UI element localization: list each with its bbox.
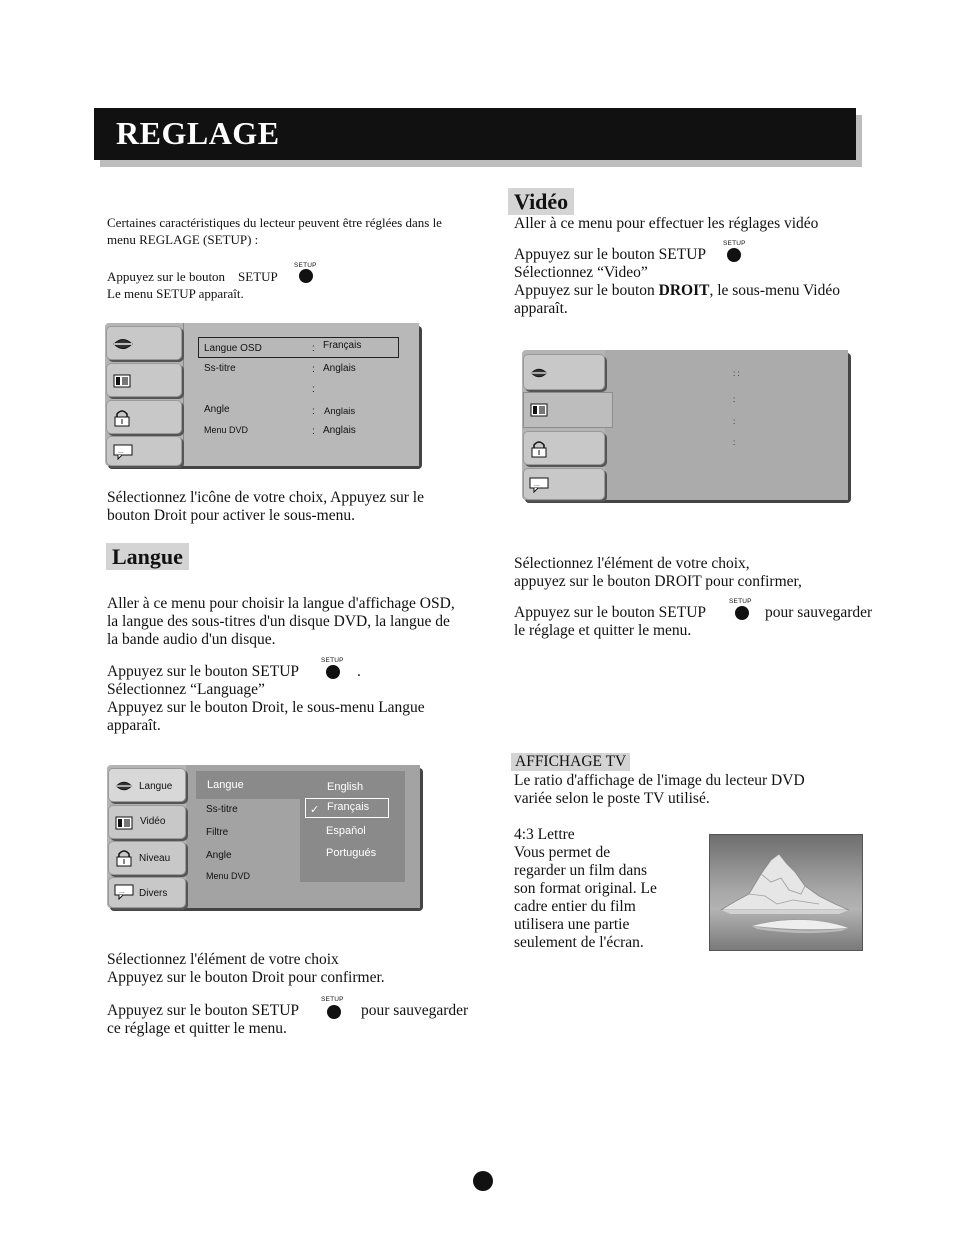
video-appears: apparaît. [514, 300, 568, 317]
speech-bubble-icon [529, 477, 549, 493]
page-title: REGLAGE [116, 115, 280, 151]
menu1-row-label[interactable]: Ss-titre [204, 363, 236, 374]
menu2-tab-rating[interactable] [108, 841, 186, 875]
menu2-option[interactable]: English [327, 781, 364, 793]
menu1-tab-video[interactable] [106, 363, 182, 397]
lock-icon [113, 409, 131, 427]
svg-text:...: ... [119, 888, 125, 895]
menu1-tab-misc[interactable] [106, 436, 182, 466]
video-after-line: Sélectionnez l'élément de votre choix, [514, 555, 750, 572]
lips-icon [113, 337, 133, 351]
menu2-tab-label: Divers [139, 888, 168, 899]
setup-button-icon [735, 606, 749, 620]
menu2-item[interactable]: Menu DVD [206, 871, 251, 881]
tv-lettre-line: utilisera une partie [514, 916, 630, 933]
menu2-item[interactable]: Angle [206, 850, 232, 861]
menu1-row-label[interactable]: Langue OSD [204, 343, 262, 354]
menu1-row-value: Anglais [323, 425, 356, 436]
langue-after-line: Appuyez sur le bouton SETUP [107, 1002, 300, 1019]
menu2-tab-video[interactable] [108, 805, 186, 839]
video-press-right-c: , le sous-menu Vidéo [709, 282, 840, 299]
menu2-item[interactable]: Langue [207, 779, 244, 791]
checkmark-icon: ✓ [310, 804, 320, 816]
lips-icon [529, 367, 549, 379]
tv-lettre-title: 4:3 Lettre [514, 826, 575, 843]
langue-press-setup: Appuyez sur le bouton SETUP [107, 663, 300, 680]
lock-icon [115, 849, 133, 867]
setup-button-icon [299, 269, 313, 283]
menu3-colon: : [733, 417, 736, 426]
menu3-colon: : [733, 438, 736, 447]
video-after-line: le réglage et quitter le menu. [514, 622, 692, 639]
menu1-row-label[interactable]: Menu DVD [204, 425, 249, 435]
page-number-dot [473, 1171, 493, 1191]
section-heading-tv: AFFICHAGE TV [511, 753, 630, 771]
menu1-row-colon: : [312, 343, 315, 354]
intro-line-2: menu REGLAGE (SETUP) : [107, 232, 259, 247]
langue-press-setup-period: . [357, 663, 361, 680]
video-select-video: Sélectionnez “Video” [514, 264, 648, 281]
menu3-tab-rating[interactable] [523, 431, 605, 465]
setup-button-label: SETUP [723, 240, 746, 247]
menu1-tab-language[interactable] [106, 326, 182, 360]
menu2-item[interactable]: Filtre [206, 827, 229, 838]
speech-bubble-icon [114, 884, 134, 900]
menu3-tab-language[interactable] [523, 354, 605, 390]
langue-after-line: Appuyez sur le bouton Droit pour confirmer. [107, 969, 385, 986]
setup-button-icon [326, 665, 340, 679]
langue-after-line: Sélectionnez l'élément de votre choix [107, 951, 339, 968]
menu2-tab-language[interactable] [108, 768, 186, 802]
iceberg-image [709, 834, 863, 951]
menu1-row-colon: : [312, 364, 315, 375]
langue-appears: apparaît. [107, 717, 161, 734]
menu1-row-value: Français [323, 340, 362, 351]
tv-lettre-line: cadre entier du film [514, 898, 636, 915]
menu2-tab-label: Langue [139, 781, 173, 792]
section-heading-video: Vidéo [508, 188, 574, 215]
video-press-setup: Appuyez sur le bouton SETUP [514, 246, 707, 263]
tv-lettre-line: son format original. Le [514, 880, 657, 897]
video-after-line: Appuyez sur le bouton SETUP [514, 604, 707, 621]
langue-select-language: Sélectionnez “Language” [107, 681, 265, 698]
tv-lettre-line: seulement de l'écran. [514, 934, 644, 951]
setup-button-label: SETUP [729, 598, 752, 605]
menu1-row-value: Anglais [324, 406, 356, 417]
video-press-right-bold: DROIT [658, 282, 710, 299]
intro-press-setup: Appuyez sur le bouton SETUP [107, 269, 278, 284]
tv-paragraph: Le ratio d'affichage de l'image du lecteur DVD [514, 772, 805, 789]
menu3-tab-video[interactable] [523, 392, 613, 428]
intro-line-1: Certaines caractéristiques du lecteur peuvent être réglées dans le [107, 215, 442, 230]
menu1-row-colon: : [312, 384, 315, 395]
tv-lettre-line: Vous permet de [514, 844, 611, 861]
langue-after-line: ce réglage et quitter le menu. [107, 1020, 287, 1037]
menu2-option[interactable]: Portugués [326, 847, 377, 859]
video-paragraph: Aller à ce menu pour effectuer les réglages vidéo [514, 215, 819, 232]
svg-text:...: ... [534, 481, 540, 488]
menu1-row-label[interactable]: Angle [204, 404, 230, 415]
tv-paragraph: variée selon le poste TV utilisé. [514, 790, 710, 807]
menu2-option[interactable]: Français [327, 801, 370, 813]
langue-paragraph-line: Aller à ce menu pour choisir la langue d'affichage OSD, [107, 595, 455, 612]
setup-button-icon [727, 248, 741, 262]
select-icon-line-1: Sélectionnez l'icône de votre choix, Appuyez sur le [107, 489, 424, 506]
menu2-tab-misc[interactable] [108, 877, 186, 908]
menu1-row-colon: : [312, 406, 315, 417]
menu3-colon: : : [733, 369, 740, 378]
select-icon-line-2: bouton Droit pour activer le sous-menu. [107, 507, 355, 524]
langue-paragraph-line: la langue des sous-titres d'un disque DVD, la langue de [107, 613, 450, 630]
video-icon [530, 403, 548, 417]
menu1-row-value: Anglais [323, 363, 356, 374]
menu3-tab-misc[interactable] [523, 468, 605, 500]
video-icon [115, 816, 133, 830]
lock-icon [530, 440, 548, 458]
video-submenu-panel [605, 350, 848, 500]
video-after-line: appuyez sur le bouton DROIT pour confirmer, [514, 573, 802, 590]
setup-button-icon [327, 1005, 341, 1019]
menu1-row-colon: : [312, 426, 315, 437]
lips-icon [114, 780, 134, 792]
menu2-tab-label: Niveau [139, 853, 171, 864]
setup-button-label: SETUP [321, 996, 344, 1003]
langue-after-line: pour sauvegarder [361, 1002, 469, 1019]
menu3-colon: : [733, 395, 736, 404]
menu1-tab-rating[interactable] [106, 400, 182, 434]
menu2-item[interactable]: Ss-titre [206, 804, 238, 815]
menu2-tab-label: Vidéo [140, 816, 166, 827]
setup-button-label: SETUP [321, 657, 344, 664]
intro-menu-appears: Le menu SETUP apparaît. [107, 286, 244, 301]
section-heading-langue: Langue [106, 543, 189, 570]
video-after-line: pour sauvegarder [765, 604, 873, 621]
video-press-right [514, 282, 840, 300]
speech-bubble-icon [113, 444, 133, 460]
langue-press-right: Appuyez sur le bouton Droit, le sous-menu Langue [107, 699, 425, 716]
menu2-option[interactable]: Espaňol [326, 825, 366, 837]
langue-paragraph-line: la bande audio d'un disque. [107, 631, 276, 648]
video-icon [113, 374, 131, 388]
setup-button-label: SETUP [294, 262, 317, 269]
video-press-right-a: Appuyez sur le bouton [514, 282, 659, 299]
tv-lettre-line: regarder un film dans [514, 862, 647, 879]
svg-text:...: ... [118, 448, 124, 455]
